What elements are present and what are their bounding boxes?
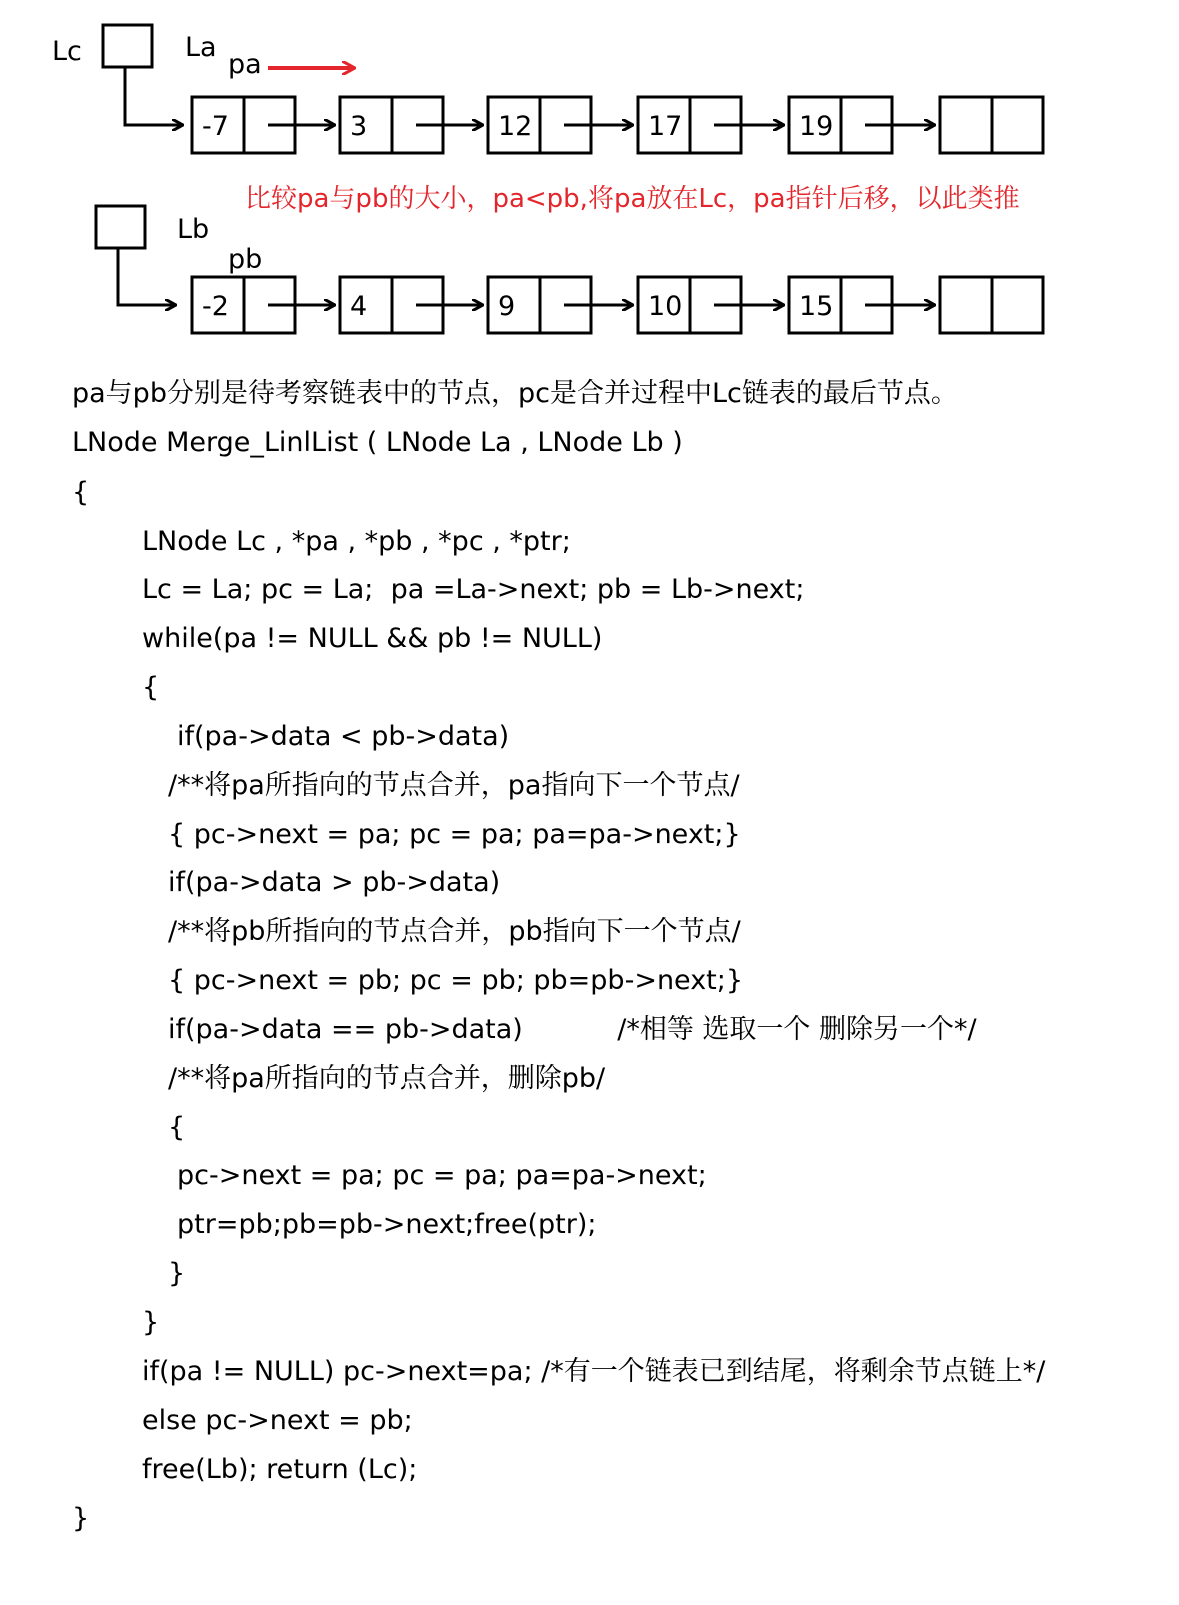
list-b-node (192, 277, 334, 333)
list-b-node-value: -2 (202, 291, 229, 322)
code-line: { (72, 477, 90, 508)
list-a-node-value: -7 (202, 111, 229, 142)
code-line: free(Lb); return (Lc); (142, 1454, 418, 1485)
lc-head-box (103, 25, 152, 67)
lb-to-first-arrow (118, 248, 175, 305)
code-line: } (142, 1307, 160, 1338)
code-line: else pc->next = pb; (142, 1405, 413, 1436)
list-a-nodes (192, 97, 1043, 153)
code-line: /**将pa所指向的节点合并，删除pb/ (168, 1063, 606, 1094)
list-b-node (940, 277, 1043, 333)
lb-head-box (96, 206, 145, 248)
code-line: /**将pa所指向的节点合并，pa指向下一个节点/ (168, 770, 740, 801)
list-a-node-value: 3 (350, 111, 368, 142)
list-a-node (940, 97, 1043, 153)
list-a-node (789, 97, 934, 153)
code-line: { (142, 672, 160, 703)
code-line: if(pa->data == pb->data) /*相等 选取一个 删除另一个*/ (168, 1014, 977, 1045)
list-b-node-value: 4 (350, 291, 368, 322)
code-line: while(pa != NULL && pb != NULL) (142, 623, 603, 654)
list-b-node (789, 277, 934, 333)
code-line: } (168, 1258, 186, 1289)
list-a-node-value: 12 (498, 111, 533, 142)
code-line: { pc->next = pb; pc = pb; pb=pb->next;} (168, 965, 744, 996)
code-line: LNode Merge_LinlList ( LNode La , LNode Lb ) (72, 427, 683, 458)
pb-label: pb (228, 244, 263, 275)
list-b-nodes (192, 277, 1043, 333)
comparison-note: 比较pa与pb的大小，pa<pb,将pa放在Lc，pa指针后移，以此类推 (245, 184, 1020, 214)
la-label: La (185, 32, 217, 63)
code-line: if(pa->data > pb->data) (168, 867, 501, 898)
list-b-node-value: 9 (498, 291, 516, 322)
list-b-node-value: 15 (799, 291, 834, 322)
code-line: { (168, 1112, 186, 1143)
code-line: pc->next = pa; pc = pa; pa=pa->next; (177, 1160, 707, 1191)
list-b-node (638, 277, 783, 333)
list-a-node (340, 97, 482, 153)
lc-to-first-arrow (125, 67, 182, 125)
code-line: Lc = La; pc = La; pa =La->next; pb = Lb->next; (142, 574, 805, 605)
list-a-node-value: 17 (648, 111, 683, 142)
list-b-node (340, 277, 482, 333)
list-a-node (638, 97, 783, 153)
list-a-node (488, 97, 632, 153)
code-line: } (72, 1503, 90, 1534)
lc-label: Lc (52, 36, 82, 67)
linked-list-diagram (0, 0, 1179, 360)
code-line: LNode Lc , *pa , *pb , *pc , *ptr; (142, 526, 571, 557)
code-line: { pc->next = pa; pc = pa; pa=pa->next;} (168, 819, 741, 850)
code-line: /**将pb所指向的节点合并，pb指向下一个节点/ (168, 916, 741, 947)
code-line: if(pa != NULL) pc->next=pa; /*有一个链表已到结尾，将剩余节点链上*/ (142, 1356, 1046, 1387)
list-b-node (488, 277, 632, 333)
code-line: ptr=pb;pb=pb->next;free(ptr); (177, 1209, 597, 1240)
list-a-node-value: 19 (799, 111, 834, 142)
code-line: if(pa->data < pb->data) (177, 721, 510, 752)
pa-label: pa (228, 49, 262, 80)
lb-label: Lb (177, 214, 210, 245)
list-b-node-value: 10 (648, 291, 683, 322)
code-line: pa与pb分别是待考察链表中的节点，pc是合并过程中Lc链表的最后节点。 (72, 378, 958, 409)
list-a-node (192, 97, 334, 153)
